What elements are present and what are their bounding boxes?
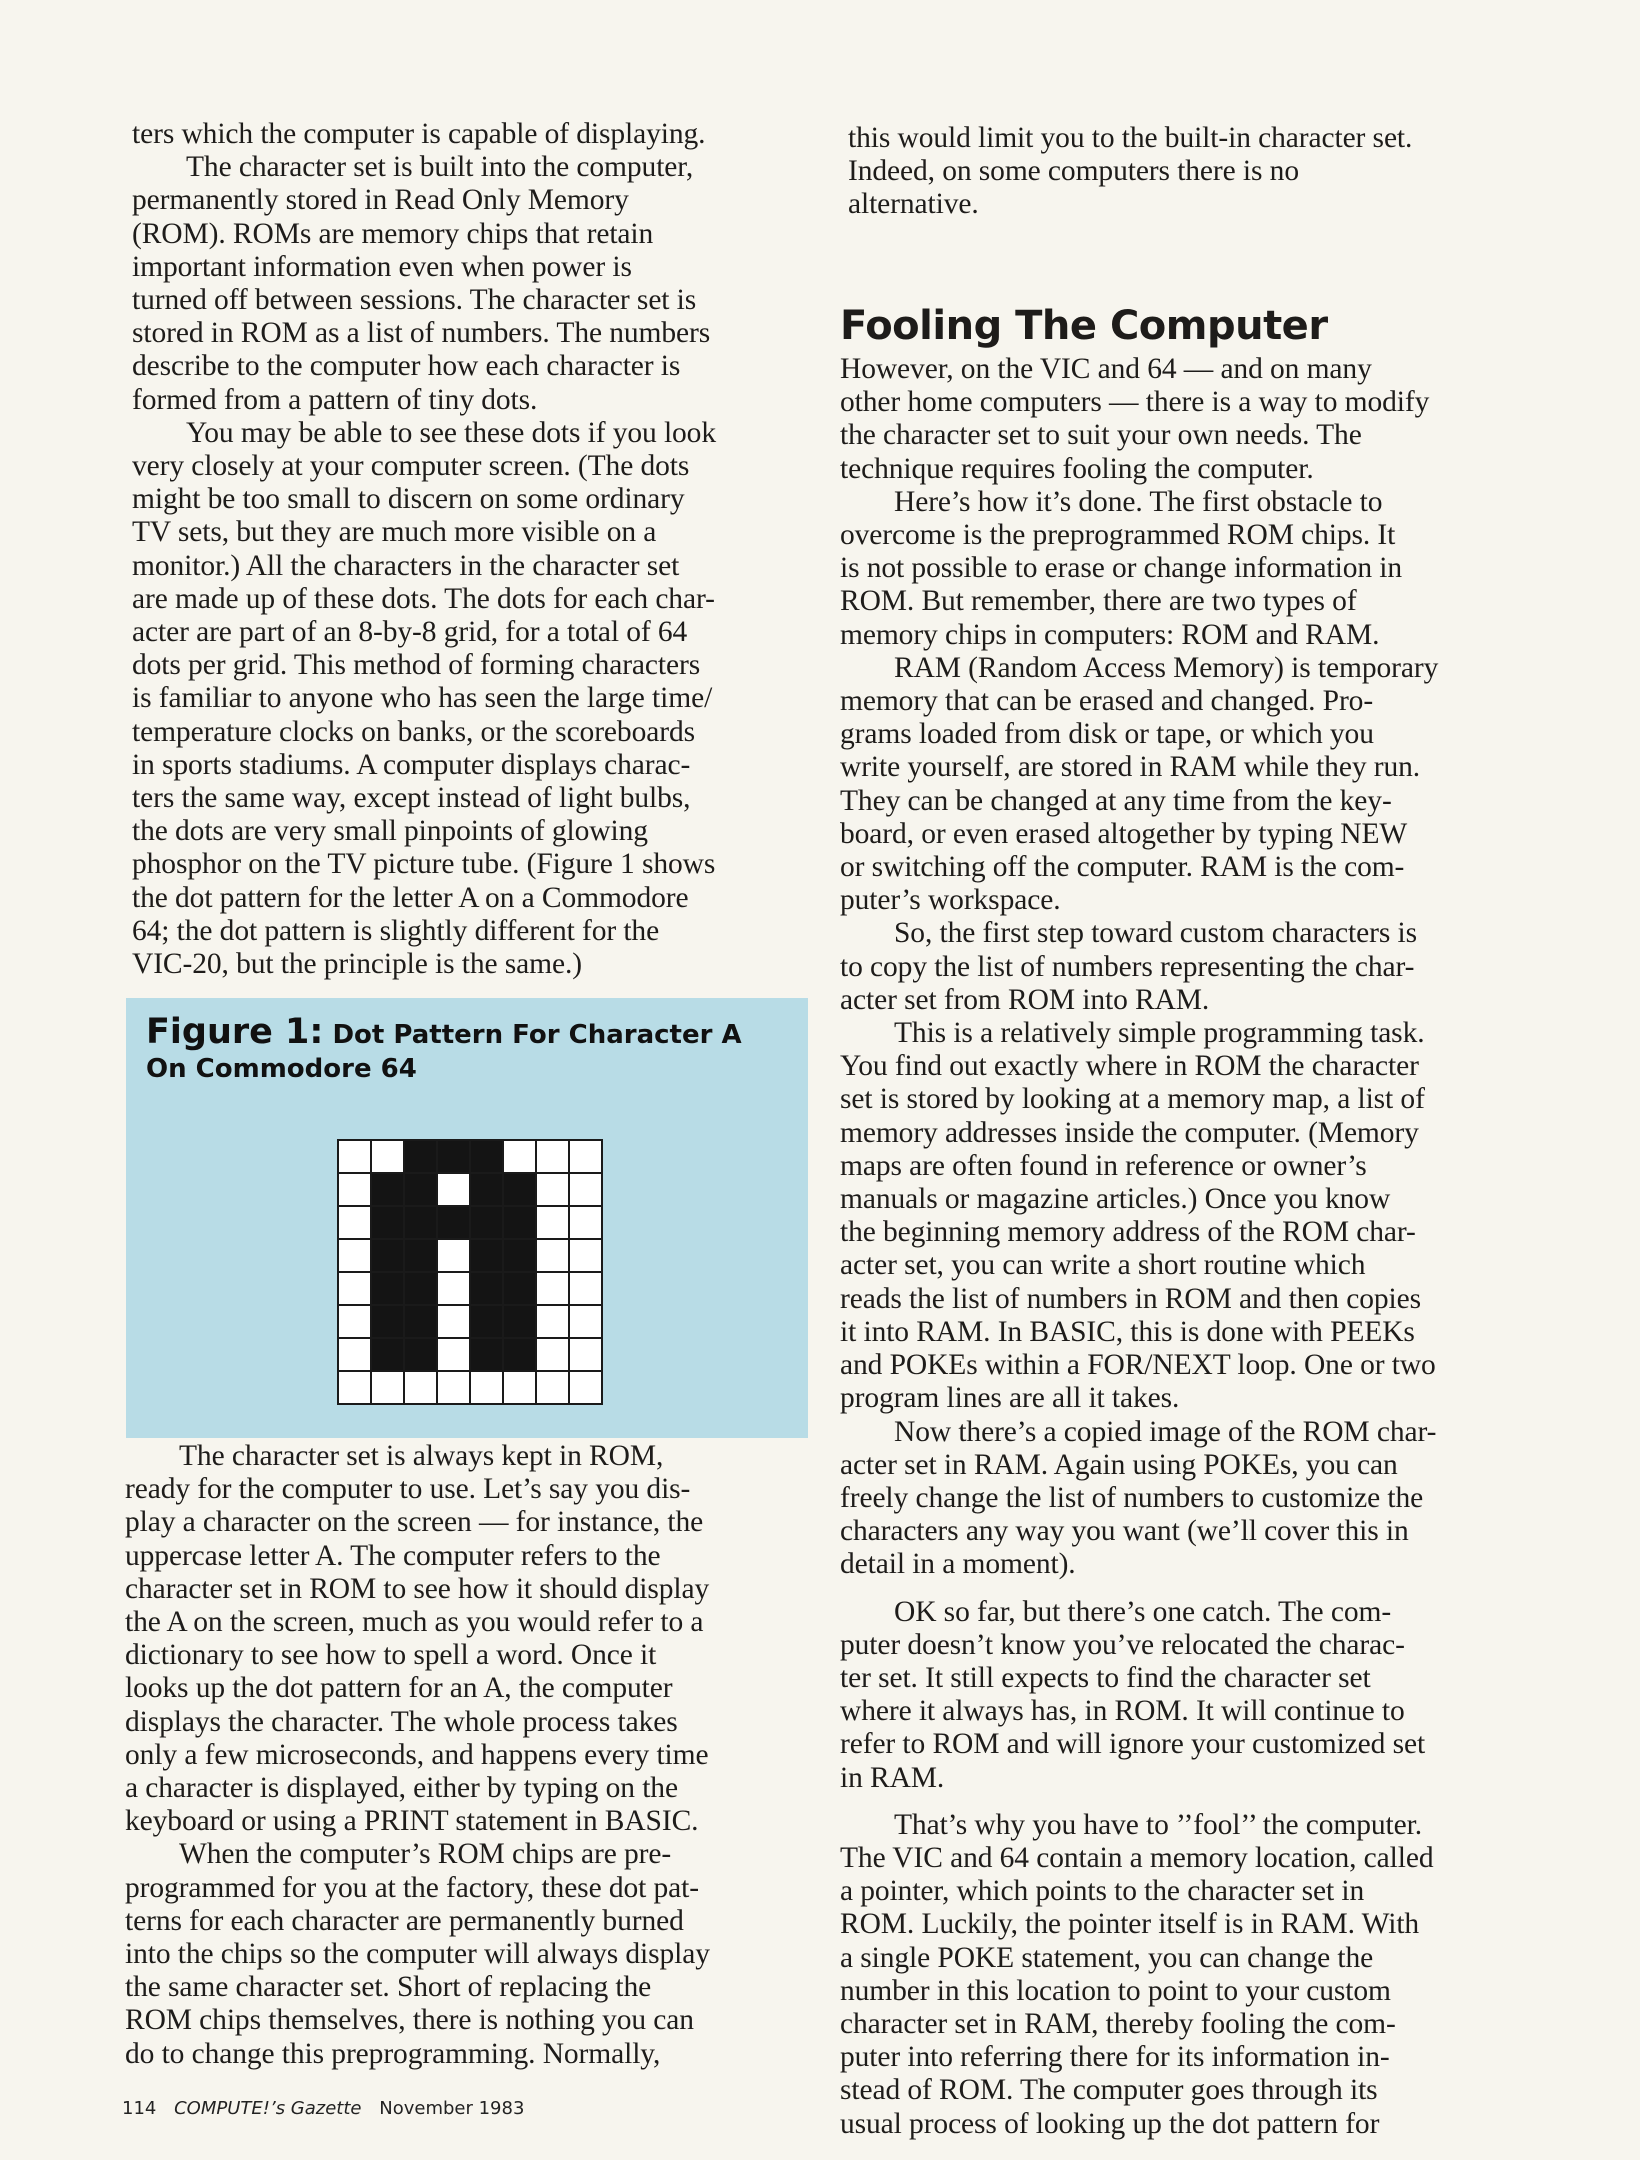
grid-dot-off <box>437 1272 470 1305</box>
text-line: You find out exactly where in ROM the character <box>840 1050 1419 1083</box>
figure-title <box>146 1012 796 1084</box>
grid-dot-on <box>503 1173 536 1206</box>
grid-dot-off <box>569 1305 602 1338</box>
text-line: Indeed, on some computers there is no <box>848 155 1299 188</box>
text-line: ter set. It still expects to find the character set <box>840 1661 1371 1694</box>
grid-dot-off <box>338 1338 371 1371</box>
text-line: stead of ROM. The computer goes through its <box>840 2074 1378 2107</box>
figure-1 <box>126 998 808 1438</box>
text-line: overcome is the preprogrammed ROM chips. It <box>840 519 1396 552</box>
text-line: turned off between sessions. The character set is <box>132 284 697 317</box>
text-line: write yourself, are stored in RAM while they run. <box>840 751 1421 784</box>
text-line: freely change the list of numbers to customize the <box>840 1481 1424 1514</box>
text-line: in RAM. <box>840 1761 945 1794</box>
grid-dot-off <box>569 1173 602 1206</box>
grid-dot-off <box>338 1239 371 1272</box>
text-line: stored in ROM as a list of numbers. The numbers <box>132 317 711 350</box>
text-line: displays the character. The whole process takes <box>125 1705 678 1738</box>
text-line: where it always has, in ROM. It will continue to <box>840 1695 1405 1728</box>
text-line: ready for the computer to use. Let’s say you dis- <box>125 1473 691 1506</box>
text-line: The VIC and 64 contain a memory location, called <box>840 1841 1434 1874</box>
grid-dot-off <box>536 1338 569 1371</box>
grid-dot-off <box>503 1140 536 1173</box>
grid-dot-on <box>470 1239 503 1272</box>
figure-label: Figure 1: <box>146 1012 324 1052</box>
grid-dot-off <box>536 1371 569 1404</box>
text-line: characters any way you want (we’ll cover this in <box>840 1515 1409 1548</box>
left-upper-paragraph <box>132 417 812 981</box>
text-line: However, on the VIC and 64 — and on many <box>840 353 1372 385</box>
text-line: phosphor on the TV picture tube. (Figure 1 shows <box>132 848 716 881</box>
text-line: monitor.) All the characters in the character set <box>132 549 680 582</box>
text-line: character set in ROM to see how it should display <box>125 1572 710 1605</box>
right-paragraph <box>840 917 1530 1017</box>
grid-dot-on <box>470 1206 503 1239</box>
text-line: memory chips in computers: ROM and RAM. <box>840 618 1380 651</box>
text-line: alternative. <box>848 188 979 221</box>
grid-dot-off <box>437 1173 470 1206</box>
grid-dot-off <box>470 1371 503 1404</box>
grid-dot-on <box>371 1239 404 1272</box>
text-line: manuals or magazine articles.) Once you know <box>840 1183 1391 1216</box>
text-line: in sports stadiums. A computer displays charac- <box>132 748 691 781</box>
text-line: puter doesn’t know you’ve relocated the charac- <box>840 1628 1405 1661</box>
text-line: So, the first step toward custom characters is <box>894 917 1417 950</box>
text-line: TV sets, but they are much more visible on a <box>132 516 657 549</box>
grid-dot-off <box>536 1140 569 1173</box>
text-line: to copy the list of numbers representing the char- <box>840 950 1415 983</box>
text-line: detail in a moment). <box>840 1548 1076 1581</box>
right-paragraph <box>840 353 1530 486</box>
text-line: ters which the computer is capable of displaying. <box>132 118 706 150</box>
right-column-intro <box>848 122 1528 222</box>
dot-pattern-grid <box>334 1136 606 1408</box>
right-paragraph <box>840 1017 1530 1415</box>
text-line: a character is displayed, either by typing on the <box>125 1772 678 1805</box>
left-column-lower <box>125 1440 815 2071</box>
text-line: are made up of these dots. The dots for each char- <box>132 582 715 615</box>
text-line: Now there’s a copied image of the ROM char- <box>894 1415 1437 1448</box>
grid-dot-on <box>371 1272 404 1305</box>
text-line: The character set is always kept in ROM, <box>179 1440 664 1472</box>
left-upper-paragraph <box>132 151 812 417</box>
text-line: technique requires fooling the computer. <box>840 452 1314 485</box>
grid-dot-off <box>569 1206 602 1239</box>
grid-dot-on <box>371 1338 404 1371</box>
text-line: the dot pattern for the letter A on a Commodore <box>132 881 689 914</box>
grid-dot-off <box>569 1239 602 1272</box>
text-line: is not possible to erase or change information in <box>840 552 1403 585</box>
page-number: 114 <box>122 2098 157 2119</box>
text-line: This is a relatively simple programming task. <box>894 1017 1425 1050</box>
grid-dot-on <box>404 1272 437 1305</box>
text-line: acter set from ROM into RAM. <box>840 983 1210 1016</box>
grid-dot-off <box>338 1272 371 1305</box>
text-line: temperature clocks on banks, or the scoreboards <box>132 715 695 748</box>
right-column <box>840 303 1530 2141</box>
grid-dot-on <box>503 1305 536 1338</box>
grid-dot-off <box>338 1140 371 1173</box>
right-intro-paragraph <box>848 122 1528 222</box>
text-line: dots per grid. This method of forming characters <box>132 649 701 682</box>
grid-dot-on <box>404 1206 437 1239</box>
grid-dot-off <box>437 1338 470 1371</box>
grid-dot-off <box>569 1338 602 1371</box>
text-line: acter are part of an 8-by-8 grid, for a total of 64 <box>132 616 688 649</box>
text-line: program lines are all it takes. <box>840 1382 1180 1415</box>
text-line: is familiar to anyone who has seen the large time/ <box>132 682 713 715</box>
grid-dot-on <box>470 1173 503 1206</box>
text-line: keyboard or using a PRINT statement in BASIC. <box>125 1805 699 1838</box>
grid-dot-off <box>536 1272 569 1305</box>
grid-dot-off <box>338 1371 371 1404</box>
text-line: grams loaded from disk or tape, or which you <box>840 718 1374 751</box>
grid-dot-off <box>503 1371 536 1404</box>
text-line: ROM. Luckily, the pointer itself is in RAM. With <box>840 1908 1420 1941</box>
text-line: acter set in RAM. Again using POKEs, you can <box>840 1448 1398 1481</box>
grid-dot-off <box>371 1371 404 1404</box>
grid-dot-off <box>404 1371 437 1404</box>
grid-dot-on <box>371 1206 404 1239</box>
text-line: ROM chips themselves, there is nothing you can <box>125 2004 694 2037</box>
text-line: the character set to suit your own needs. The <box>840 419 1362 452</box>
text-line: 64; the dot pattern is slightly different for the <box>132 914 660 947</box>
grid-dot-off <box>536 1173 569 1206</box>
figure-title-line2: On Commodore 64 <box>146 1054 417 1084</box>
issue-date: November 1983 <box>379 2098 525 2119</box>
grid-dot-off <box>338 1173 371 1206</box>
right-paragraph <box>840 1416 1530 1582</box>
grid-dot-off <box>338 1305 371 1338</box>
grid-dot-off <box>437 1239 470 1272</box>
right-column-body <box>840 353 1530 2141</box>
text-line: this would limit you to the built-in character set. <box>848 122 1413 154</box>
right-paragraph <box>840 652 1530 918</box>
text-line: character set in RAM, thereby fooling the com- <box>840 2007 1396 2040</box>
text-line: puter’s workspace. <box>840 884 1061 917</box>
text-line: number in this location to point to your custom <box>840 1974 1391 2007</box>
text-line: memory that can be erased and changed. Pro- <box>840 685 1374 718</box>
text-line: permanently stored in Read Only Memory <box>132 184 629 217</box>
grid-dot-off <box>569 1371 602 1404</box>
right-paragraph <box>840 1596 1530 1795</box>
text-line: They can be changed at any time from the key- <box>840 784 1392 817</box>
grid-dot-off <box>437 1371 470 1404</box>
grid-dot-on <box>503 1338 536 1371</box>
text-line: it into RAM. In BASIC, this is done with PEEKs <box>840 1315 1415 1348</box>
text-line: do to change this preprogramming. Normally, <box>125 2037 661 2070</box>
text-line: refer to ROM and will ignore your customized set <box>840 1728 1426 1761</box>
grid-dot-on <box>437 1206 470 1239</box>
text-line: acter set, you can write a short routine which <box>840 1249 1366 1282</box>
grid-dot-on <box>371 1173 404 1206</box>
text-line: the A on the screen, much as you would refer to a <box>125 1606 704 1639</box>
text-line: set is stored by looking at a memory map, a list of <box>840 1083 1425 1116</box>
text-line: puter into referring there for its information in- <box>840 2041 1390 2074</box>
grid-dot-off <box>536 1206 569 1239</box>
grid-dot-on <box>470 1140 503 1173</box>
grid-dot-on <box>470 1305 503 1338</box>
text-line: important information even when power is <box>132 250 632 283</box>
grid-dot-on <box>503 1206 536 1239</box>
text-line: terns for each character are permanently burned <box>125 1904 684 1937</box>
text-line: the same character set. Short of replacing the <box>125 1971 652 2004</box>
text-line: looks up the dot pattern for an A, the computer <box>125 1672 673 1705</box>
grid-dot-on <box>404 1338 437 1371</box>
text-line: (ROM). ROMs are memory chips that retain <box>132 217 654 250</box>
text-line: very closely at your computer screen. (The dots <box>132 450 690 483</box>
text-line: or switching off the computer. RAM is the com- <box>840 851 1405 884</box>
text-line: and POKEs within a FOR/NEXT loop. One or two <box>840 1349 1436 1382</box>
text-line: programmed for you at the factory, these dot pat- <box>125 1871 699 1904</box>
grid-dot-on <box>470 1338 503 1371</box>
text-line: other home computers — there is a way to modify <box>840 386 1430 419</box>
grid-dot-on <box>503 1272 536 1305</box>
text-line: board, or even erased altogether by typing NEW <box>840 817 1408 850</box>
grid-dot-off <box>569 1272 602 1305</box>
grid-dot-on <box>404 1239 437 1272</box>
grid-dot-on <box>470 1272 503 1305</box>
text-line: When the computer’s ROM chips are pre- <box>179 1838 672 1871</box>
grid-dot-off <box>437 1305 470 1338</box>
text-line: ROM. But remember, there are two types of <box>840 585 1357 618</box>
text-line: reads the list of numbers in ROM and then copies <box>840 1282 1421 1315</box>
grid-dot-on <box>503 1239 536 1272</box>
text-line: a pointer, which points to the character set in <box>840 1875 1365 1908</box>
right-paragraph <box>840 1809 1530 2141</box>
text-line: Here’s how it’s done. The first obstacle to <box>894 485 1383 518</box>
text-line: dictionary to see how to spell a word. Once it <box>125 1639 657 1672</box>
text-line: ters the same way, except instead of light bulbs, <box>132 782 691 815</box>
left-lower-paragraph <box>125 1838 815 2070</box>
grid-dot-off <box>536 1305 569 1338</box>
figure-title-line1: Dot Pattern For Character A <box>323 1020 742 1050</box>
grid-dot-off <box>536 1239 569 1272</box>
text-line: You may be able to see these dots if you look <box>186 416 716 449</box>
text-line: The character set is built into the computer, <box>186 151 694 184</box>
text-line: describe to the computer how each character is <box>132 350 681 383</box>
left-upper-paragraph <box>132 118 812 151</box>
section-heading: Fooling The Computer <box>840 303 1328 349</box>
right-paragraph <box>840 486 1530 652</box>
text-line: the dots are very small pinpoints of glowing <box>132 815 648 848</box>
text-line: OK so far, but there’s one catch. The com- <box>894 1595 1392 1628</box>
grid-dot-on <box>404 1305 437 1338</box>
grid-dot-on <box>404 1140 437 1173</box>
text-line: into the chips so the computer will always display <box>125 1938 710 1971</box>
grid-dot-off <box>569 1140 602 1173</box>
text-line: VIC-20, but the principle is the same.) <box>132 948 582 981</box>
left-column-upper <box>132 118 812 981</box>
text-line: formed from a pattern of tiny dots. <box>132 383 538 416</box>
text-line: only a few microseconds, and happens every time <box>125 1738 709 1771</box>
text-line: RAM (Random Access Memory) is temporary <box>894 651 1439 684</box>
text-line: play a character on the screen — for instance, the <box>125 1506 704 1539</box>
grid-dot-on <box>404 1173 437 1206</box>
left-lower-paragraph <box>125 1440 815 1838</box>
text-line: usual process of looking up the dot pattern for <box>840 2107 1380 2140</box>
text-line: maps are often found in reference or owner’s <box>840 1149 1367 1182</box>
grid-dot-off <box>338 1206 371 1239</box>
text-line: uppercase letter A. The computer refers to the <box>125 1539 661 1572</box>
text-line: might be too small to discern on some ordinary <box>132 483 685 516</box>
page-footer <box>122 2098 524 2119</box>
magazine-name: COMPUTE!’s Gazette <box>174 2098 362 2119</box>
text-line: the beginning memory address of the ROM char- <box>840 1216 1416 1249</box>
grid-dot-on <box>437 1140 470 1173</box>
text-line: That’s why you have to ’’fool’’ the computer. <box>894 1808 1422 1841</box>
text-line: a single POKE statement, you can change the <box>840 1941 1374 1974</box>
text-line: memory addresses inside the computer. (Memory <box>840 1116 1419 1149</box>
grid-dot-on <box>371 1305 404 1338</box>
grid-dot-off <box>371 1140 404 1173</box>
